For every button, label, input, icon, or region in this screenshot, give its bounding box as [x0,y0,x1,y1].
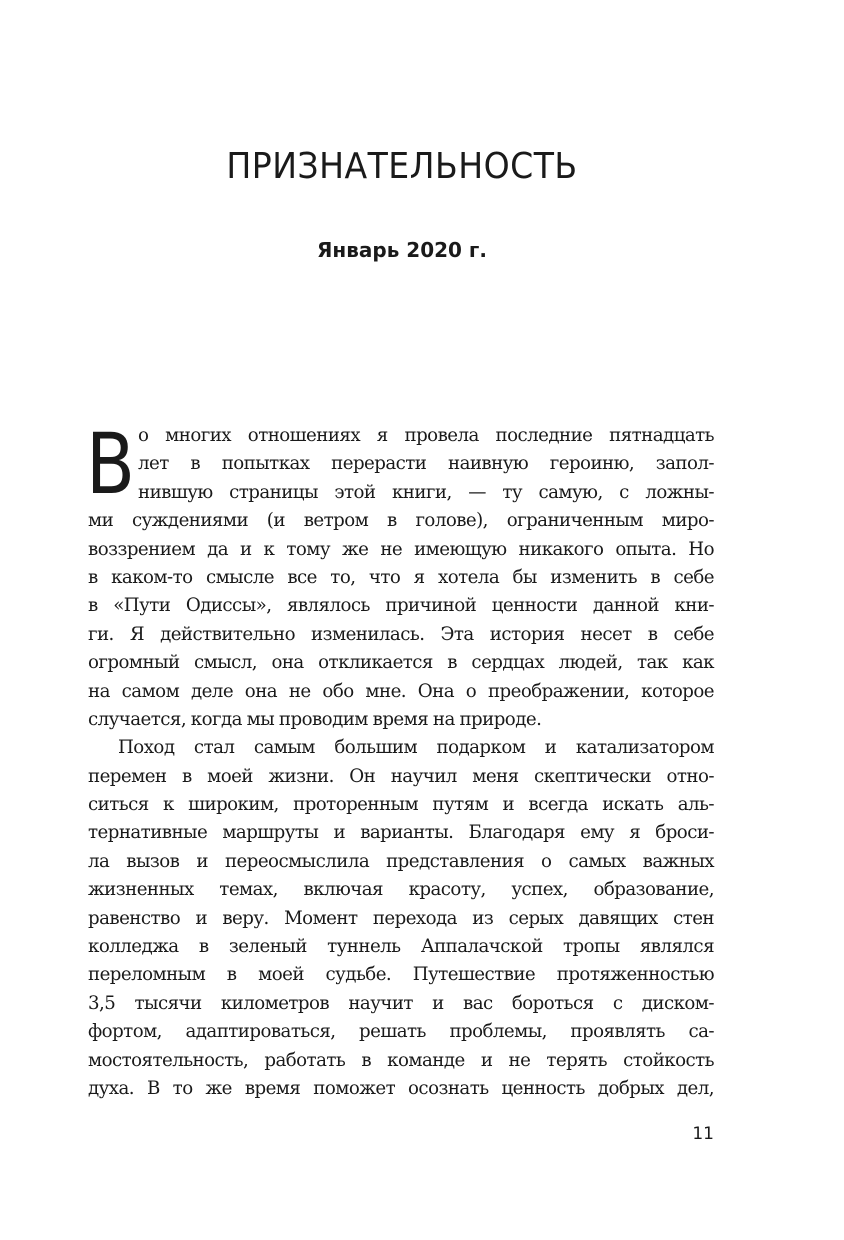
text-line: ла вызов и переосмыслила представления о самых важных [88,850,714,872]
text-line: ги. Я действительно изменилась. Эта история несет в себе [88,623,714,645]
text-line: ми суждениями (и ветром в голове), ограниченным миро- [88,510,714,532]
text-line: случается, когда мы проводим время на природе. [88,708,542,730]
text-line: колледжа в зеленый туннель Аппалачской тропы являлся [88,936,714,958]
text-line: духа. В то же время поможет осознать ценность добрых дел, [88,1077,714,1099]
page-number: 11 [692,1124,714,1144]
text-line: перемен в моей жизни. Он научил меня скептически отно- [88,765,714,787]
text-line: о многих отношениях я провела последние пятнадцать [138,425,714,446]
text-line: жизненных темах, включая красоту, успех, образование, [88,879,714,901]
text-line: фортом, адаптироваться, решать проблемы, проявлять са- [88,1021,714,1043]
body-text [86,415,714,1103]
text-line: Поход стал самым большим подарком и катализатором [118,737,714,759]
text-line: нившую страницы этой книги, — ту самую, с ложны- [138,481,714,503]
text-line: ситься к широким, проторенным путям и всегда искать аль- [88,794,714,816]
page-date: Январь 2020 г. [317,238,487,262]
text-line: на самом деле она не обо мне. Она о преображении, которое [88,680,714,702]
text-line: огромный смысл, она откликается в сердцах людей, так как [88,652,714,674]
text-line: воззрением да и к тому же не имеющую никакого опыта. Но [88,538,714,560]
text-line: тернативные маршруты и варианты. Благодаря ему я броси- [88,822,714,844]
text-line: мостоятельность, работать в команде и не терять стойкость [88,1049,714,1071]
text-line: лет в попытках перерасти наивную героиню, запол- [138,453,714,475]
text-line: переломным в моей судьбе. Путешествие протяженностью [88,964,714,986]
drop-cap: В [86,415,135,513]
text-line: 3,5 тысячи километров научит и вас бороться с диском- [88,992,714,1014]
text-line: в «Пути Одиссы», являлось причиной ценности данной кни- [88,595,714,617]
text-line: равенство и веру. Момент перехода из серых давящих стен [88,907,714,929]
page-title: ПРИЗНАТЕЛЬНОСТЬ [226,146,578,187]
text-line: в каком-то смысле все то, что я хотела бы изменить в себе [88,566,714,588]
